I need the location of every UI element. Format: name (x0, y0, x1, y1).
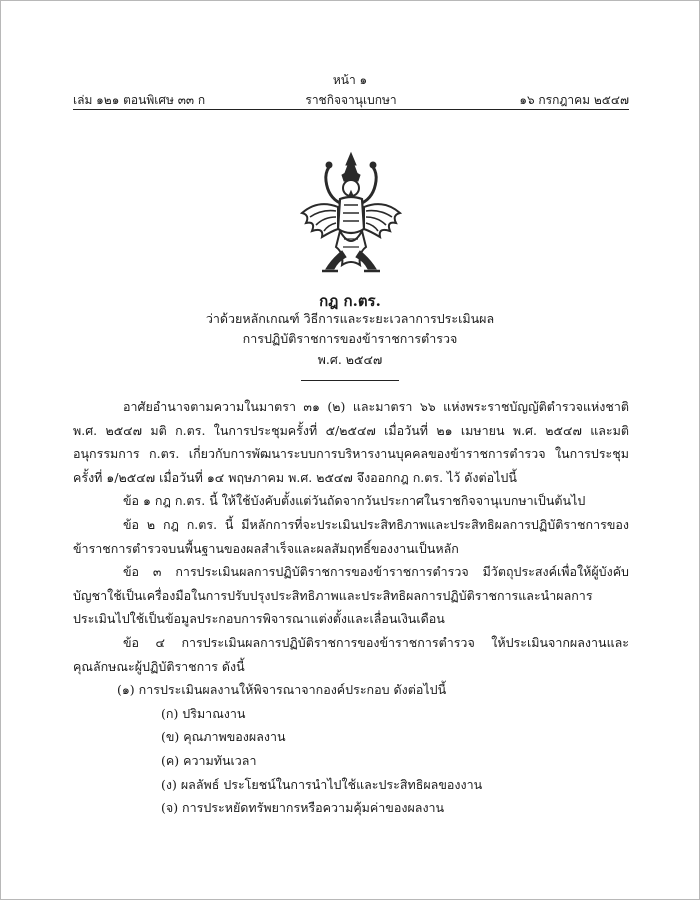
list-item: (ก) ปริมาณงาน (161, 705, 246, 721)
publish-date: ๑๖ กรกฎาคม ๒๕๔๗ (519, 93, 629, 107)
clause-4-item-1: (๑) การประเมินผลงานให้พิจารณาจากองค์ประกอบ ดังต่อไปนี้ (117, 682, 447, 698)
document-year: พ.ศ. ๒๕๔๗ (317, 352, 383, 367)
document-subtitle-line1: ว่าด้วยหลักเกณฑ์ วิธีการและระยะเวลาการประเมินผล (205, 311, 495, 326)
garuda-emblem-icon (296, 151, 406, 276)
list-item: (จ) การประหยัดทรัพยากรหรือความคุ้มค่าของผลงาน (161, 800, 445, 816)
document-body (73, 395, 629, 820)
gazette-name: ราชกิจจานุเบกษา (305, 93, 397, 107)
clause-4: ข้อ ๔ การประเมินผลการปฏิบัติราชการของข้าราชการตำรวจ ให้ประเมินจากผลงานและคุณลักษณะผู้ปฏิบัติราชการ ดังนี้ (73, 634, 629, 674)
gazette-header (73, 91, 629, 110)
document-subtitle-line2: การปฏิบัติราชการของข้าราชการตำรวจ (242, 331, 458, 346)
list-item: (ค) ความทันเวลา (161, 752, 257, 768)
title-divider (301, 380, 399, 381)
list-item: (ง) ผลลัพธ์ ประโยชน์ในการนำไปใช้และประสิทธิผลของงาน (161, 776, 483, 792)
document-title: กฎ ก.ตร. (319, 292, 381, 310)
list-item: (ข) คุณภาพของผลงาน (161, 729, 286, 745)
volume-info: เล่ม ๑๒๑ ตอนพิเศษ ๓๓ ก (73, 93, 206, 107)
clause-1: ข้อ ๑ กฎ ก.ตร. นี้ ให้ใช้บังคับตั้งแต่วันถัดจากวันประกาศในราชกิจจานุเบกษาเป็นต้นไป (123, 493, 586, 509)
clause-2: ข้อ ๒ กฎ ก.ตร. นี้ มีหลักการที่จะประเมินประสิทธิภาพและประสิทธิผลการปฏิบัติราชการของข้าราชการตำรวจบนพื้นฐานของผลสำเร็จและผลสัมฤทธิ์ของงานเป็นหลัก (73, 516, 629, 556)
page-number: หน้า ๑ (332, 73, 368, 87)
clause-3: ข้อ ๓ การประเมินผลการปฏิบัติราชการของข้าราชการตำรวจ มีวัตถุประสงค์เพื่อให้ผู้บังคับบัญชาใช้เป็นเครื่องมือในการปรับปรุงประสิทธิภาพและประสิทธิผลการปฏิบัติราชการและนำผลการประเมินไปใช้เป็นข้อมูลประกอบการพิจารณาแต่งตั้งและเลื่อนเงินเดือน (73, 564, 629, 627)
preamble-paragraph: อาศัยอำนาจตามความในมาตรา ๓๑ (๒) และมาตรา ๖๖ แห่งพระราชบัญญัติตำรวจแห่งชาติ พ.ศ. ๒๕๔๗ มติ ก.ตร. ในการประชุมครั้งที่ ๕/๒๕๔๗ เมื่อวันที่ ๒๑ เมษายน พ.ศ. ๒๕๔๗ และมติอนุกรรมการ ก.ตร. เกี่ยวกับการพัฒนาระบบการบริหารงานบุคคลของข้าราชการตำรวจ ในการประชุมครั้งที่ ๑/๒๕๔๗ เมื่อวันที่ ๑๔ พฤษภาคม พ.ศ. ๒๕๔๗ จึงออกกฎ ก.ตร. ไว้ ดังต่อไปนี้ (73, 399, 629, 485)
